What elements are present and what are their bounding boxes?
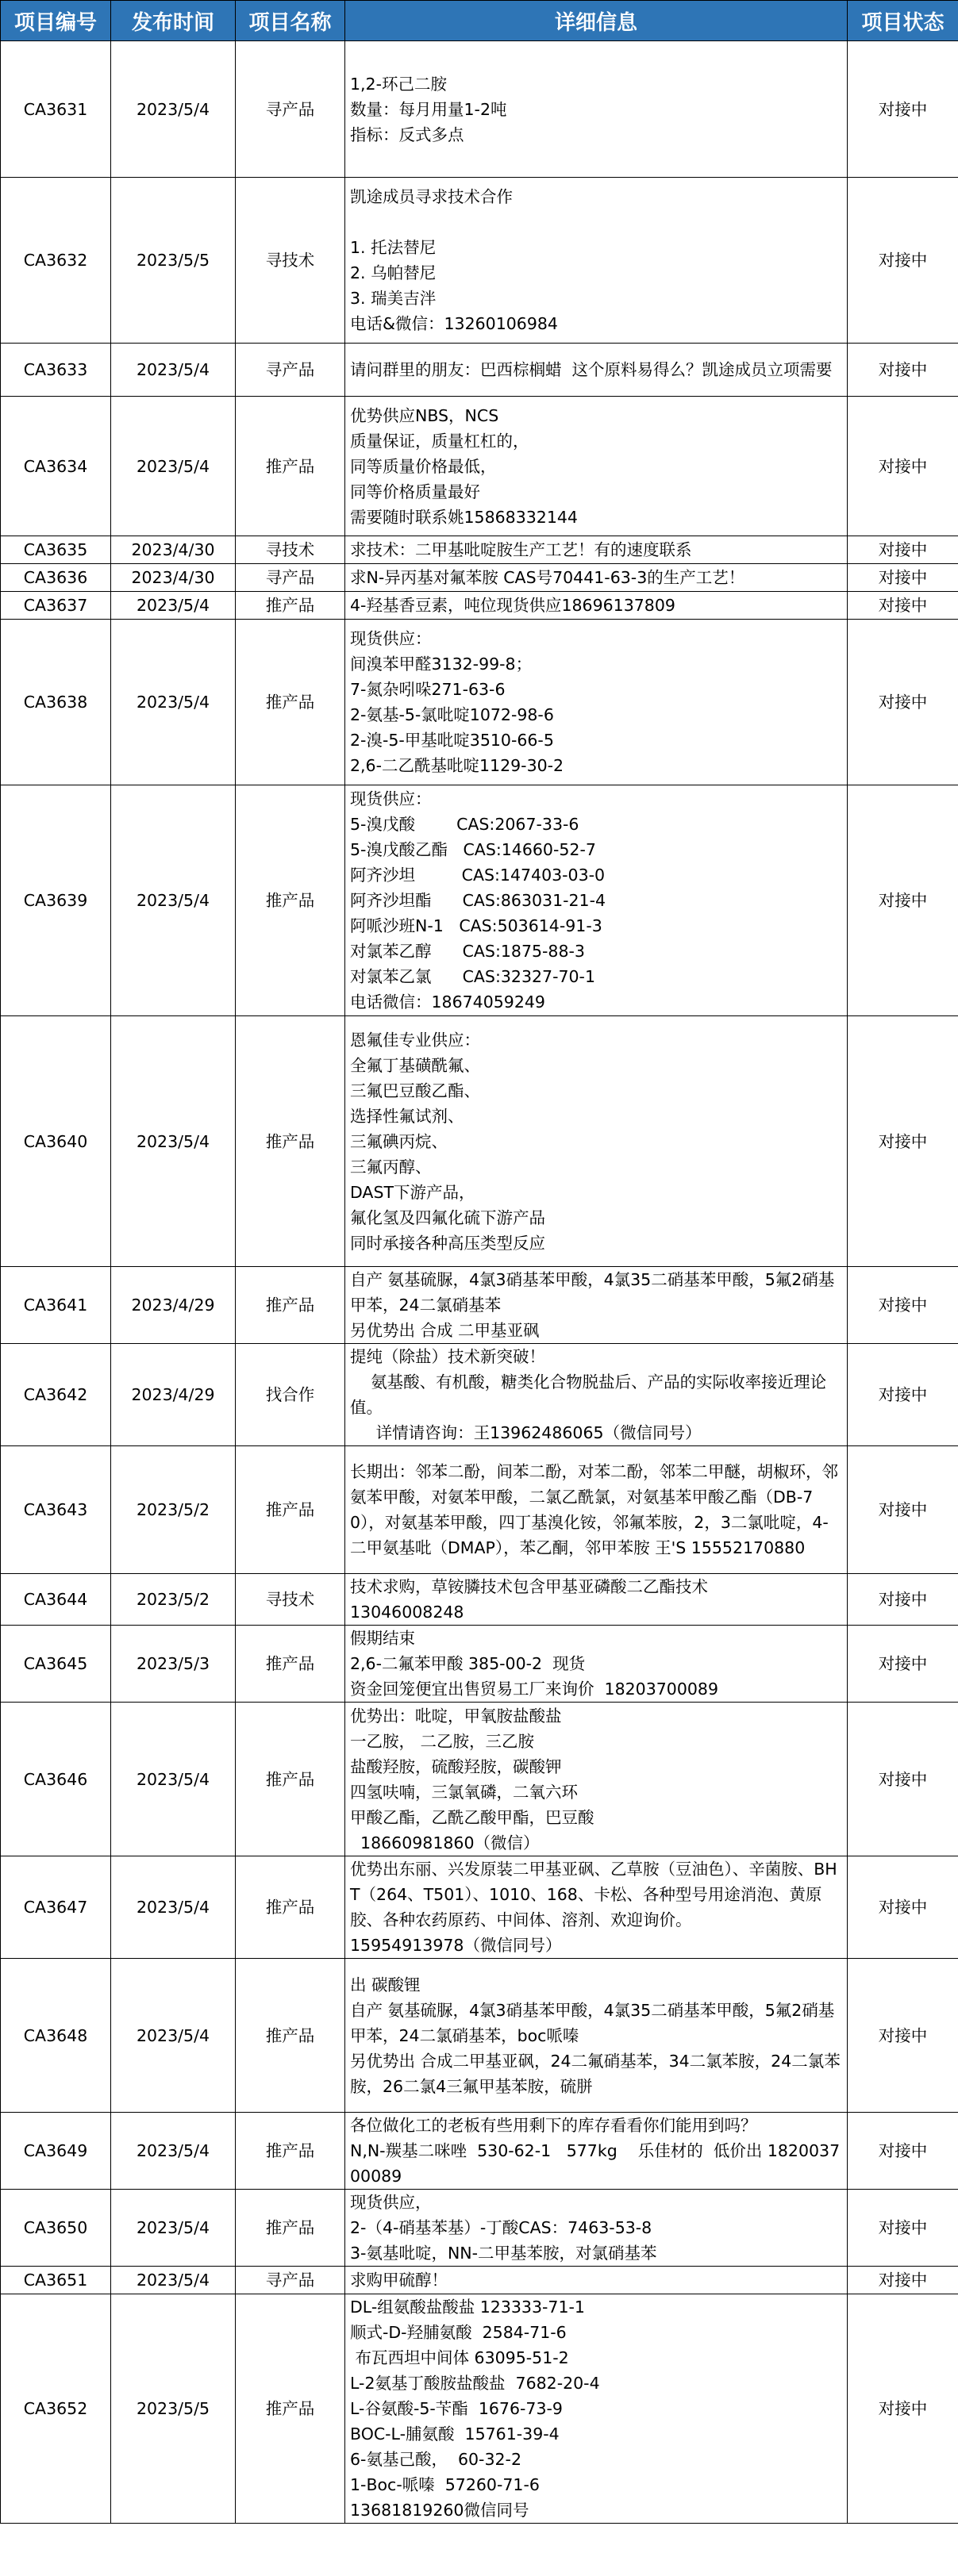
cell-status: 对接中 bbox=[848, 592, 958, 620]
table-row bbox=[1, 1016, 958, 1267]
header-date: 发布时间 bbox=[111, 1, 236, 41]
table-body bbox=[1, 41, 958, 2524]
cell-date: 2023/5/5 bbox=[111, 178, 236, 344]
cell-name: 寻产品 bbox=[236, 344, 345, 397]
cell-detail: 出 碳酸锂 自产 氨基硫脲，4氯3硝基苯甲酸，4氯35二硝基苯甲酸，5氟2硝基甲苯，24二氯硝基苯，boc哌嗪 另优势出 合成二甲基亚砜，24二氟硝基苯，34二氯苯胺，24二氯苯胺，26二氯4三氟甲基苯胺，硫胼 bbox=[345, 1959, 848, 2113]
cell-status: 对接中 bbox=[848, 1959, 958, 2113]
header-status: 项目状态 bbox=[848, 1, 958, 41]
cell-name: 推产品 bbox=[236, 1016, 345, 1267]
cell-detail: 各位做化工的老板有些用剩下的库存看看你们能用到吗？ N,N-羰基二咪唑 530-62-1 577kg 乐佳材的 低价出 182003700089 bbox=[345, 2113, 848, 2190]
cell-detail: 自产 氨基硫脲，4氯3硝基苯甲酸，4氯35二硝基苯甲酸，5氟2硝基甲苯，24二氯硝基苯 另优势出 合成 二甲基亚砜 bbox=[345, 1267, 848, 1344]
cell-id: CA3638 bbox=[1, 620, 111, 785]
cell-status: 对接中 bbox=[848, 1703, 958, 1856]
table-row bbox=[1, 1856, 958, 1959]
cell-name: 推产品 bbox=[236, 785, 345, 1016]
table-row bbox=[1, 1959, 958, 2113]
table-row bbox=[1, 2190, 958, 2267]
cell-date: 2023/5/4 bbox=[111, 397, 236, 536]
header-id: 项目编号 bbox=[1, 1, 111, 41]
cell-id: CA3633 bbox=[1, 344, 111, 397]
cell-name: 推产品 bbox=[236, 1267, 345, 1344]
cell-detail: 优势供应NBS，NCS 质量保证，质量杠杠的， 同等质量价格最低， 同等价格质量最好 需要随时联系姚15868332144 bbox=[345, 397, 848, 536]
cell-date: 2023/5/4 bbox=[111, 1856, 236, 1959]
cell-detail: 现货供应， 2-（4-硝基苯基）-丁酸CAS：7463-53-8 3-氨基吡啶，NN-二甲基苯胺，对氯硝基苯 bbox=[345, 2190, 848, 2267]
cell-detail: 长期出：邻苯二酚，间苯二酚，对苯二酚，邻苯二甲醚，胡椒环，邻氨苯甲酸，对氨苯甲酸，二氯乙酰氯，对氨基苯甲酸乙酯（DB-70），对氨基苯甲酸，四丁基溴化铵，邻氟苯胺，2，3二氯吡啶，4-二甲氨基吡（DMAP），苯乙酮，邻甲苯胺 王'S 15552170880 bbox=[345, 1446, 848, 1574]
table-row bbox=[1, 1574, 958, 1626]
cell-id: CA3640 bbox=[1, 1016, 111, 1267]
cell-detail: 求N-异丙基对氟苯胺 CAS号70441-63-3的生产工艺！ bbox=[345, 564, 848, 592]
cell-date: 2023/4/30 bbox=[111, 564, 236, 592]
cell-detail: 请问群里的朋友：巴西棕榈蜡 这个原料易得么？凯途成员立项需要 bbox=[345, 344, 848, 397]
table-row bbox=[1, 592, 958, 620]
cell-name: 推产品 bbox=[236, 1959, 345, 2113]
cell-detail: 优势出东丽、兴发原装二甲基亚砜、乙草胺（豆油色）、辛菌胺、BHT（264、T501）、1010、168、卡松、各种型号用途消泡、黄原胶、各种农药原药、中间体、溶剂、欢迎询价。 15954913978（微信同号） bbox=[345, 1856, 848, 1959]
cell-name: 推产品 bbox=[236, 1626, 345, 1703]
cell-name: 寻产品 bbox=[236, 41, 345, 178]
cell-name: 寻技术 bbox=[236, 178, 345, 344]
table-row bbox=[1, 1626, 958, 1703]
table-row bbox=[1, 344, 958, 397]
cell-date: 2023/5/4 bbox=[111, 2190, 236, 2267]
table-row bbox=[1, 1344, 958, 1446]
cell-detail: 技术求购，草铵膦技术包含甲基亚磷酸二乙酯技术 13046008248 bbox=[345, 1574, 848, 1626]
table-row bbox=[1, 178, 958, 344]
cell-detail: 现货供应： 5-溴戊酸 CAS:2067-33-6 5-溴戊酸乙酯 CAS:14660-52-7 阿齐沙坦 CAS:147403-03-0 阿齐沙坦酯 CAS:863031-21-4 阿哌沙班N-1 CAS:503614-91-3 对氯苯乙醇 CAS:1875-88-3 对氯苯乙氯 CAS:32327-70-1 电话微信：18674059249 bbox=[345, 785, 848, 1016]
cell-date: 2023/5/4 bbox=[111, 344, 236, 397]
cell-status: 对接中 bbox=[848, 2190, 958, 2267]
cell-status: 对接中 bbox=[848, 1626, 958, 1703]
cell-status: 对接中 bbox=[848, 1856, 958, 1959]
cell-status: 对接中 bbox=[848, 564, 958, 592]
cell-id: CA3631 bbox=[1, 41, 111, 178]
cell-date: 2023/5/2 bbox=[111, 1446, 236, 1574]
cell-status: 对接中 bbox=[848, 1574, 958, 1626]
table-row bbox=[1, 1267, 958, 1344]
cell-date: 2023/5/5 bbox=[111, 2294, 236, 2524]
cell-status: 对接中 bbox=[848, 1446, 958, 1574]
cell-detail: 4-羟基香豆素，吨位现货供应18696137809 bbox=[345, 592, 848, 620]
table-row bbox=[1, 397, 958, 536]
cell-name: 推产品 bbox=[236, 397, 345, 536]
cell-detail: 恩氟佳专业供应： 全氟丁基磺酰氟、 三氟巴豆酸乙酯、 选择性氟试剂、 三氟碘丙烷、 三氟丙醇、 DAST下游产品， 氟化氢及四氟化硫下游产品 同时承接各种高压类型反应 bbox=[345, 1016, 848, 1267]
cell-id: CA3646 bbox=[1, 1703, 111, 1856]
cell-name: 寻技术 bbox=[236, 536, 345, 564]
cell-status: 对接中 bbox=[848, 1267, 958, 1344]
cell-id: CA3637 bbox=[1, 592, 111, 620]
cell-date: 2023/5/4 bbox=[111, 785, 236, 1016]
header-detail: 详细信息 bbox=[345, 1, 848, 41]
table-row bbox=[1, 1446, 958, 1574]
cell-name: 寻技术 bbox=[236, 1574, 345, 1626]
cell-id: CA3652 bbox=[1, 2294, 111, 2524]
table-row bbox=[1, 2294, 958, 2524]
cell-id: CA3642 bbox=[1, 1344, 111, 1446]
cell-status: 对接中 bbox=[848, 1344, 958, 1446]
cell-date: 2023/5/4 bbox=[111, 2113, 236, 2190]
cell-status: 对接中 bbox=[848, 2113, 958, 2190]
cell-name: 推产品 bbox=[236, 2113, 345, 2190]
cell-date: 2023/5/4 bbox=[111, 1703, 236, 1856]
cell-detail: 优势出：吡啶，甲氧胺盐酸盐 一乙胺， 二乙胺，三乙胺 盐酸羟胺，硫酸羟胺，碳酸钾 四氢呋喃，三氯氧磷，二氧六环 甲酸乙酯，乙酰乙酸甲酯，巴豆酸 18660981860（微信） bbox=[345, 1703, 848, 1856]
cell-date: 2023/4/30 bbox=[111, 536, 236, 564]
cell-status: 对接中 bbox=[848, 41, 958, 178]
cell-detail: 求技术：二甲基吡啶胺生产工艺！有的速度联系 bbox=[345, 536, 848, 564]
table-row bbox=[1, 785, 958, 1016]
cell-status: 对接中 bbox=[848, 1016, 958, 1267]
cell-date: 2023/5/4 bbox=[111, 2267, 236, 2294]
cell-status: 对接中 bbox=[848, 2294, 958, 2524]
cell-id: CA3644 bbox=[1, 1574, 111, 1626]
cell-id: CA3650 bbox=[1, 2190, 111, 2267]
cell-date: 2023/4/29 bbox=[111, 1344, 236, 1446]
cell-detail: 提纯（除盐）技术新突破！ 氨基酸、有机酸，糖类化合物脱盐后、产品的实际收率接近理论值。 详情请咨询：王13962486065（微信同号） bbox=[345, 1344, 848, 1446]
cell-date: 2023/5/3 bbox=[111, 1626, 236, 1703]
cell-name: 寻产品 bbox=[236, 564, 345, 592]
cell-id: CA3647 bbox=[1, 1856, 111, 1959]
cell-detail: 假期结束 2,6-二氟苯甲酸 385-00-2 现货 资金回笼便宜出售贸易工厂来询价 18203700089 bbox=[345, 1626, 848, 1703]
cell-status: 对接中 bbox=[848, 178, 958, 344]
cell-name: 推产品 bbox=[236, 620, 345, 785]
cell-id: CA3635 bbox=[1, 536, 111, 564]
cell-id: CA3651 bbox=[1, 2267, 111, 2294]
cell-name: 寻产品 bbox=[236, 2267, 345, 2294]
cell-detail: 1,2-环己二胺 数量：每月用量1-2吨 指标：反式多点 bbox=[345, 41, 848, 178]
cell-id: CA3632 bbox=[1, 178, 111, 344]
table-row bbox=[1, 2267, 958, 2294]
table-row bbox=[1, 536, 958, 564]
cell-name: 推产品 bbox=[236, 1856, 345, 1959]
cell-name: 找合作 bbox=[236, 1344, 345, 1446]
cell-status: 对接中 bbox=[848, 2267, 958, 2294]
table-row bbox=[1, 41, 958, 178]
cell-id: CA3634 bbox=[1, 397, 111, 536]
header-name: 项目名称 bbox=[236, 1, 345, 41]
cell-date: 2023/5/4 bbox=[111, 592, 236, 620]
cell-name: 推产品 bbox=[236, 2190, 345, 2267]
cell-date: 2023/4/29 bbox=[111, 1267, 236, 1344]
cell-status: 对接中 bbox=[848, 397, 958, 536]
cell-id: CA3636 bbox=[1, 564, 111, 592]
table-row bbox=[1, 2113, 958, 2190]
cell-id: CA3645 bbox=[1, 1626, 111, 1703]
cell-id: CA3643 bbox=[1, 1446, 111, 1574]
cell-name: 推产品 bbox=[236, 592, 345, 620]
cell-date: 2023/5/4 bbox=[111, 1016, 236, 1267]
cell-status: 对接中 bbox=[848, 344, 958, 397]
table-row bbox=[1, 564, 958, 592]
cell-status: 对接中 bbox=[848, 620, 958, 785]
cell-date: 2023/5/4 bbox=[111, 620, 236, 785]
cell-date: 2023/5/4 bbox=[111, 1959, 236, 2113]
cell-detail: 求购甲硫醇！ bbox=[345, 2267, 848, 2294]
table-row bbox=[1, 620, 958, 785]
cell-status: 对接中 bbox=[848, 536, 958, 564]
cell-id: CA3649 bbox=[1, 2113, 111, 2190]
cell-name: 推产品 bbox=[236, 1703, 345, 1856]
cell-id: CA3641 bbox=[1, 1267, 111, 1344]
cell-date: 2023/5/4 bbox=[111, 41, 236, 178]
cell-id: CA3639 bbox=[1, 785, 111, 1016]
cell-status: 对接中 bbox=[848, 785, 958, 1016]
table-header bbox=[1, 1, 958, 41]
table-row bbox=[1, 1703, 958, 1856]
cell-id: CA3648 bbox=[1, 1959, 111, 2113]
cell-detail: 凯途成员寻求技术合作 1. 托法替尼 2. 乌帕替尼 3. 瑞美吉泮 电话&微信：13260106984 bbox=[345, 178, 848, 344]
cell-name: 推产品 bbox=[236, 2294, 345, 2524]
cell-name: 推产品 bbox=[236, 1446, 345, 1574]
cell-detail: DL-组氨酸盐酸盐 123333-71-1 顺式-D-羟脯氨酸 2584-71-6 布瓦西坦中间体 63095-51-2 L-2氨基丁酸胺盐酸盐 7682-20-4 L-谷氨酸-5-苄酯 1676-73-9 BOC-L-脯氨酸 15761-39-4 6-氨基己酸， 60-32-2 1-Boc-哌嗪 57260-71-6 13681819260微信同号 bbox=[345, 2294, 848, 2524]
header-row bbox=[1, 1, 958, 41]
cell-detail: 现货供应： 间溴苯甲醛3132-99-8； 7-氮杂吲哚271-63-6 2-氨基-5-氯吡啶1072-98-6 2-溴-5-甲基吡啶3510-66-5 2,6-二乙酰基吡啶1129-30-2 bbox=[345, 620, 848, 785]
cell-date: 2023/5/2 bbox=[111, 1574, 236, 1626]
